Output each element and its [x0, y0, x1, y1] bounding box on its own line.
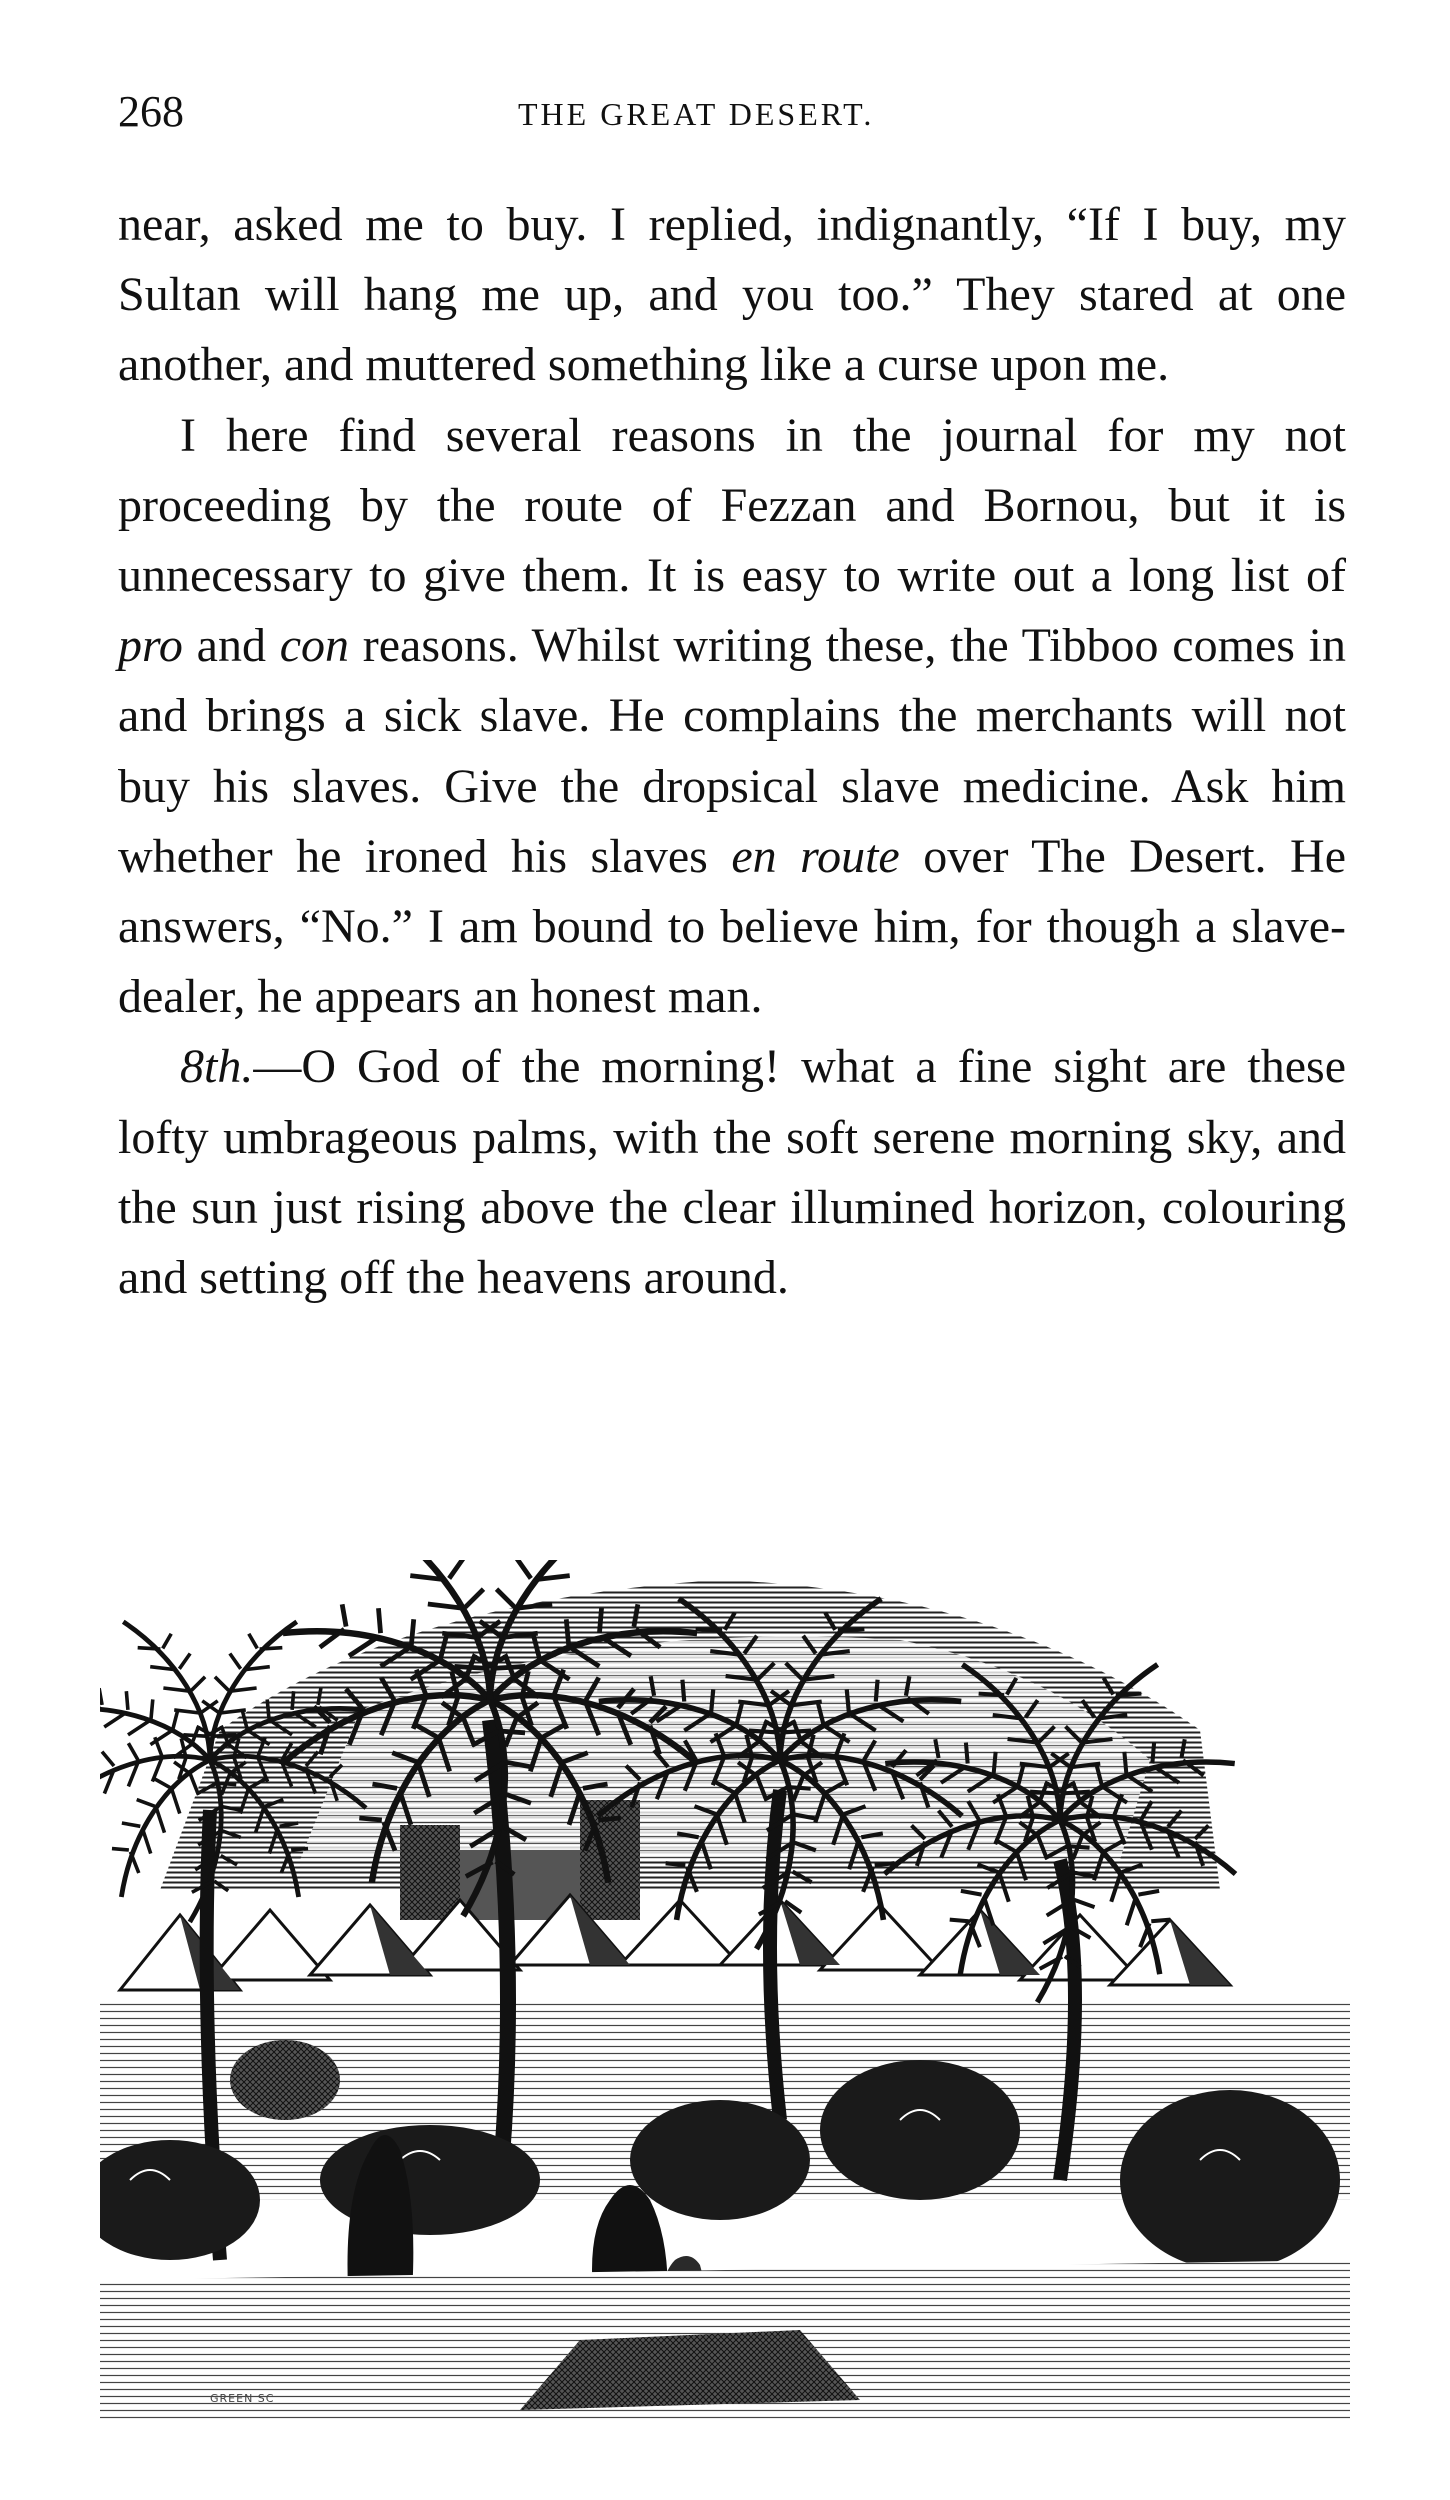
- italic-en-route: en route: [731, 829, 900, 883]
- oasis-engraving-illustration: [100, 1560, 1350, 2420]
- paragraph-2-part-1: I here find several reasons in the journal for my not proceeding by the route of Fezzan and Bornou, but it is unnecessary to give them. It is easy to write out a long list of: [118, 408, 1346, 603]
- date-8th: 8th.: [180, 1040, 254, 1094]
- paragraph-2-part-4: over The Desert. He answers, “No.” I am bound to believe him, for though a slave-dealer, he appears an honest man.: [118, 829, 1347, 1024]
- engraver-signature: GREEN SC: [210, 2392, 275, 2405]
- running-title: THE GREAT DESERT.: [518, 96, 875, 132]
- paragraph-2-part-3: reasons. Whilst writing these, the Tibboo comes in and brings a sick slave. He complains the merchants will not buy his slaves. Give the dropsical slave medicine. Ask him whether he ironed his slaves: [118, 619, 1347, 883]
- paragraph-1-text: near, asked me to buy. I replied, indignantly, “If I buy, my Sultan will hang me up, and you too.” They stared at one another, and muttered something like a curse upon me.: [118, 198, 1346, 392]
- italic-pro: pro: [118, 619, 183, 673]
- paragraph-3-text: —O God of the morning! what a fine sight are these lofty umbrageous palms, with the soft serene morning sky, and the sun just rising above the clear illumined horizon, colouring and setting off the heavens around.: [118, 1040, 1346, 1305]
- italic-con: con: [279, 619, 350, 673]
- page-number: 268: [118, 87, 184, 136]
- paragraph-journal-reasons: [118, 401, 1346, 1033]
- paragraph-continued: [118, 190, 1346, 401]
- building-tower-left: [400, 1825, 460, 1920]
- paragraph-8th-morning: [118, 1032, 1346, 1313]
- paragraph-2-part-2: and: [182, 619, 280, 673]
- dome-hut: [230, 2040, 340, 2120]
- running-head: [118, 86, 1348, 146]
- body-text: [118, 190, 1346, 1313]
